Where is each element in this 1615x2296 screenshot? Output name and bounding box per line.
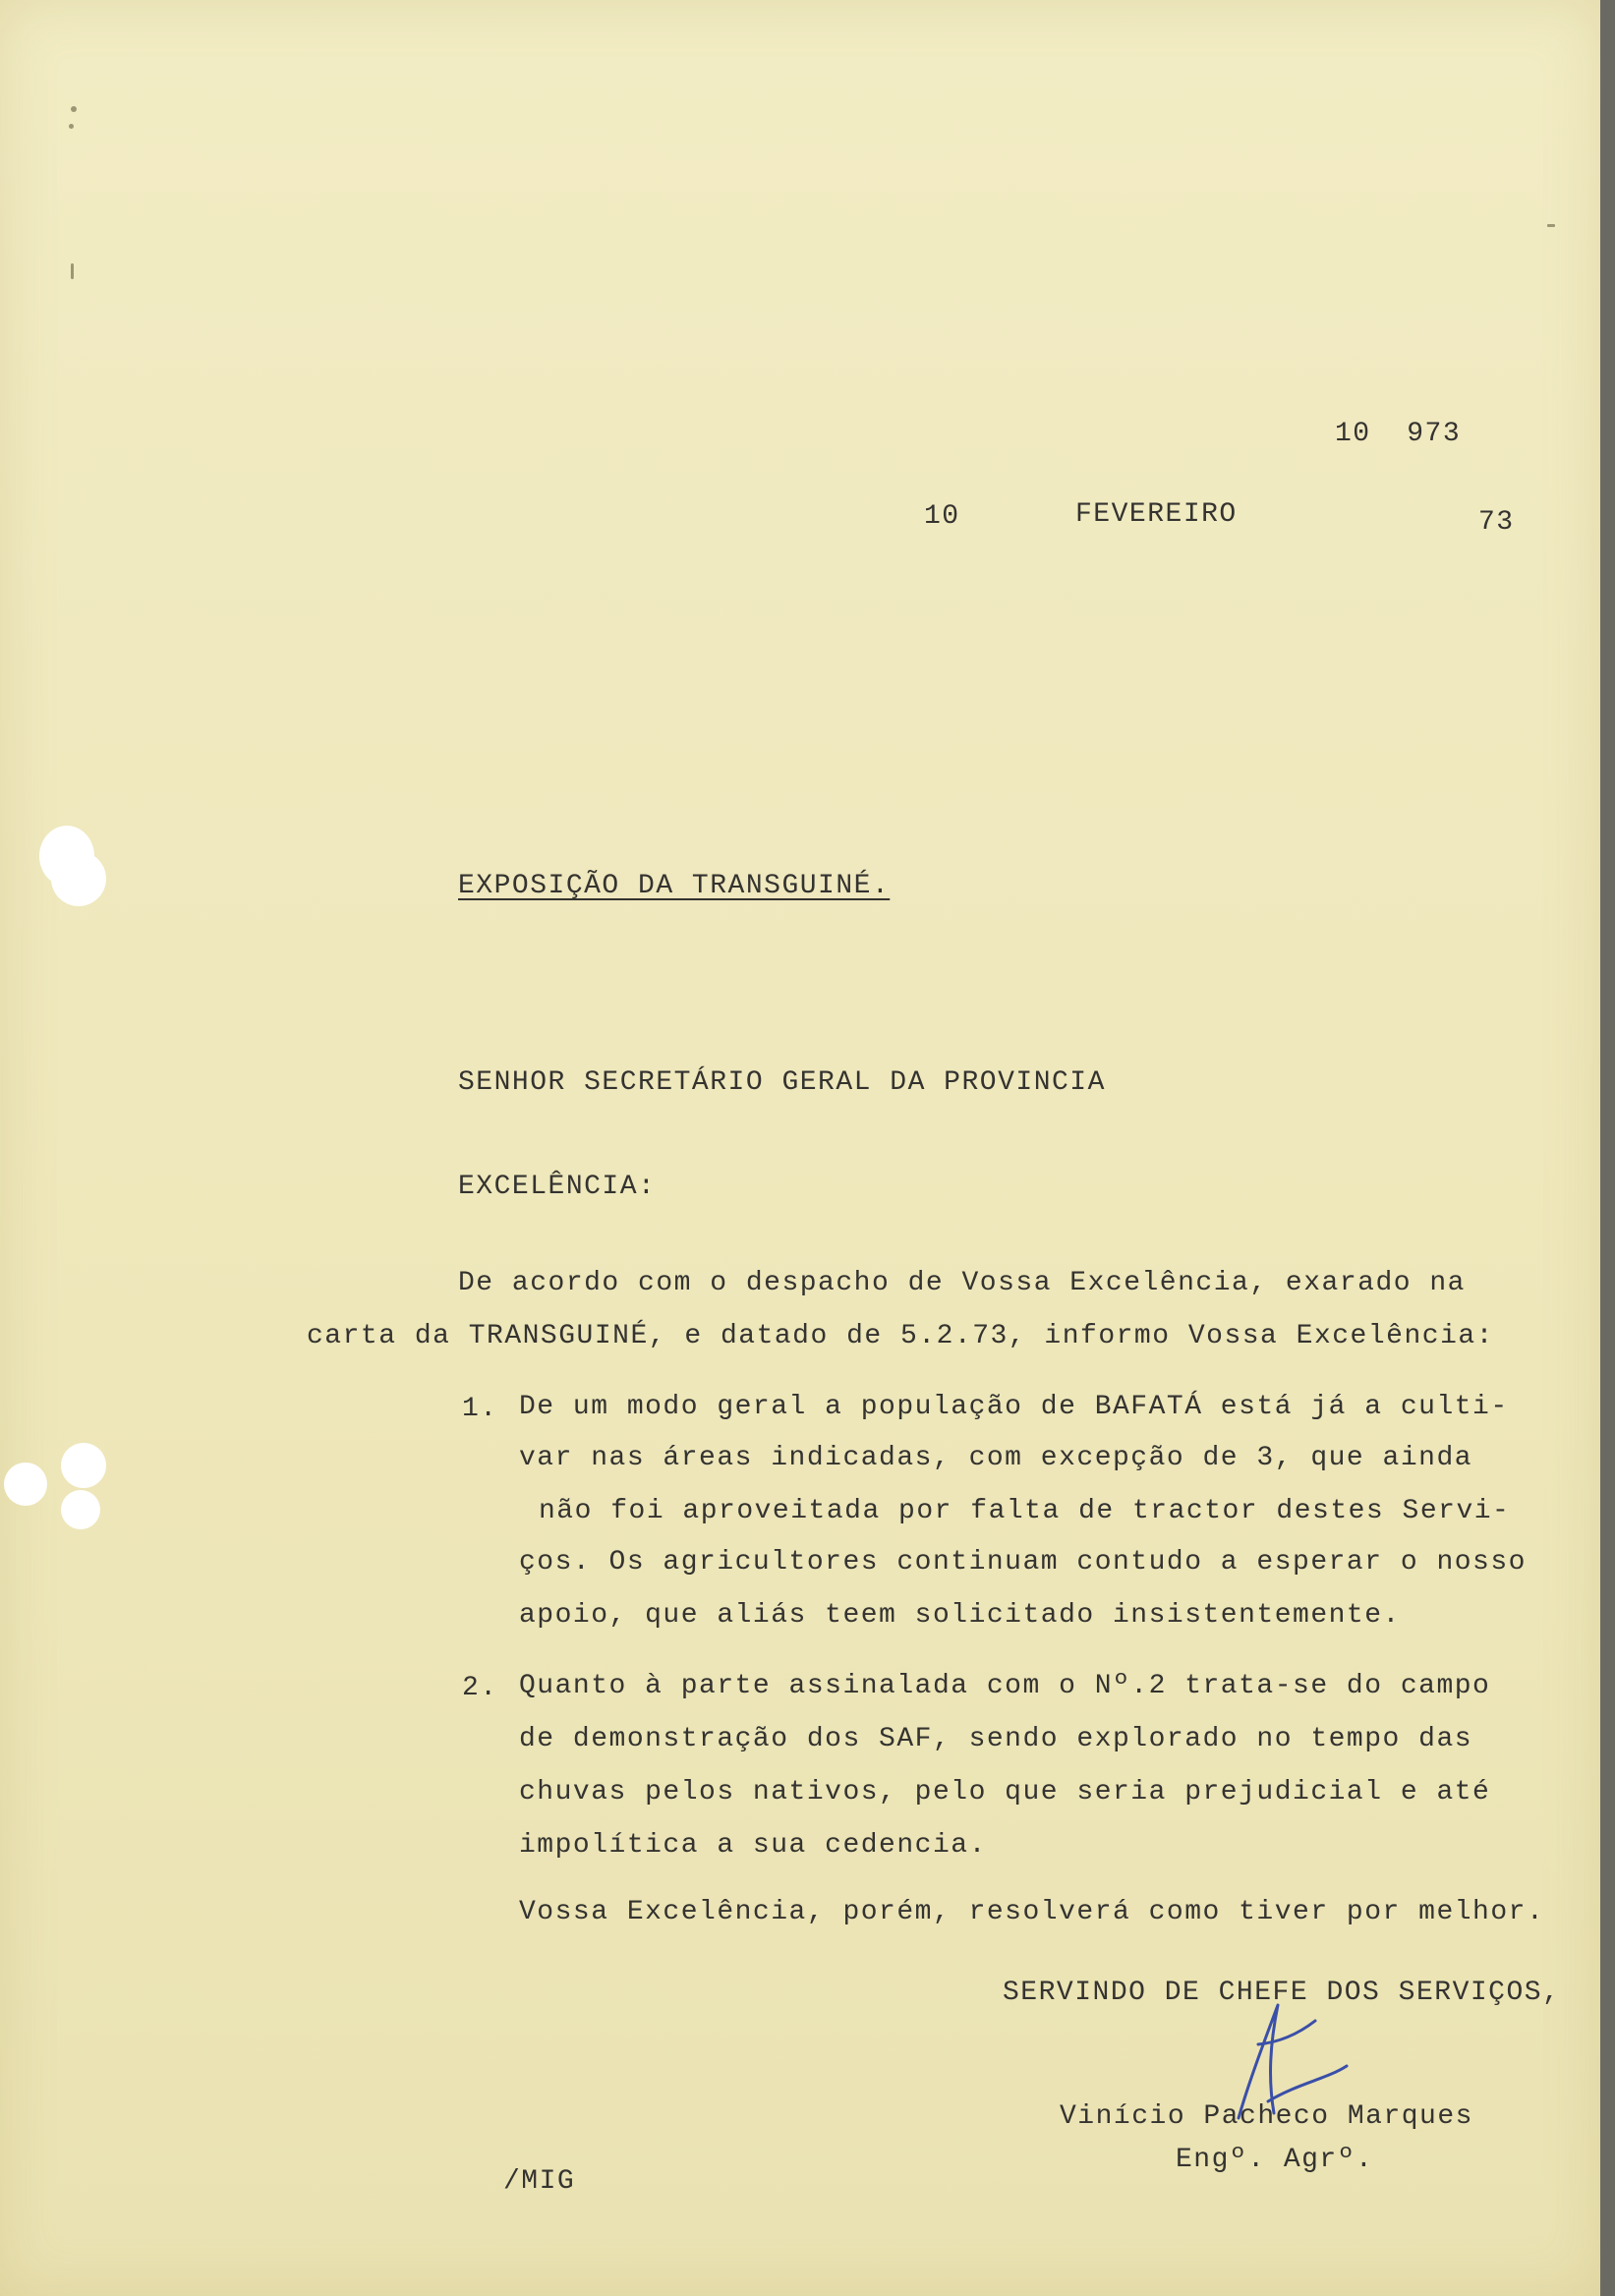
addressee: SENHOR SECRETÁRIO GERAL DA PROVINCIA: [458, 1067, 1106, 1098]
item-1-line: apoio, que aliás teem solicitado insistentemente.: [519, 1600, 1401, 1631]
closing-line: Vossa Excelência, porém, resolverá como tiver por melhor.: [519, 1897, 1545, 1927]
salutation: EXCELÊNCIA:: [458, 1172, 657, 1202]
typist-initials: /MIG: [503, 2166, 576, 2197]
intro-line-1: De acordo com o despacho de Vossa Excelência, exarado na: [458, 1268, 1466, 1298]
item-2-line: Quanto à parte assinalada com o Nº.2 trata-se do campo: [519, 1671, 1491, 1701]
item-1-line: não foi aproveitada por falta de tractor destes Servi-: [539, 1496, 1511, 1526]
item-2-line: chuvas pelos nativos, pelo que seria prejudicial e até: [519, 1777, 1491, 1808]
date-year: 73: [1478, 507, 1515, 538]
subject-heading: EXPOSIÇÃO DA TRANSGUINÉ.: [458, 871, 891, 901]
punch-hole-bottom-left: [4, 1463, 47, 1506]
signature-role: SERVINDO DE CHEFE DOS SERVIÇOS,: [1003, 1978, 1561, 2008]
item-1-line: De um modo geral a população de BAFATÁ está já a culti-: [519, 1392, 1509, 1422]
date-day: 10: [924, 501, 960, 532]
paper-speck: [71, 263, 74, 279]
reference-number: 10 973: [1335, 419, 1462, 449]
paper-speck: [69, 124, 74, 129]
item-2-number: 2.: [462, 1673, 498, 1703]
punch-hole-top-right: [51, 851, 106, 906]
item-2-line: de demonstração dos SAF, sendo explorado no tempo das: [519, 1724, 1473, 1754]
date-month: FEVEREIRO: [1075, 499, 1238, 530]
punch-hole-bottom-lower: [61, 1490, 100, 1529]
intro-line-2: carta da TRANSGUINÉ, e datado de 5.2.73, informo Vossa Excelência:: [307, 1321, 1494, 1351]
punch-hole-bottom-upper: [61, 1443, 106, 1488]
item-2-line: impolítica a sua cedencia.: [519, 1830, 987, 1861]
paper-speck: [71, 106, 77, 112]
signatory-title: Engº. Agrº.: [1176, 2145, 1374, 2175]
paper-speck: [1547, 224, 1555, 227]
item-1-line: ços. Os agricultores continuam contudo a esperar o nosso: [519, 1547, 1527, 1578]
item-1-line: var nas áreas indicadas, com excepção de 3, que ainda: [519, 1443, 1473, 1473]
item-1-number: 1.: [462, 1394, 498, 1424]
signatory-name: Vinício Pacheco Marques: [1060, 2101, 1473, 2132]
